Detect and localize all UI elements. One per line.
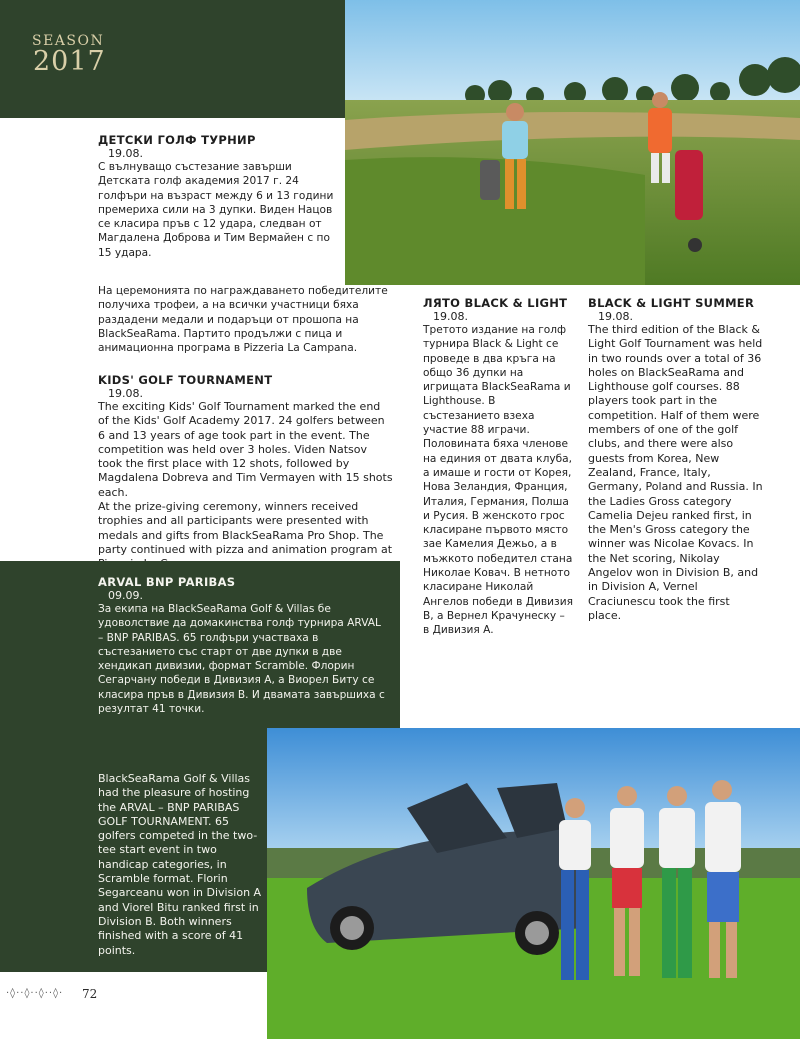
arval-bg-block [98,575,388,716]
kids-bg-title: ДЕТСКИ ГОЛФ ТУРНИР [98,133,256,147]
black-light-bg-title: ЛЯТО BLACK & LIGHT [423,296,568,310]
kids-golf-photo [345,0,800,285]
arval-group-photo [267,728,800,1039]
black-light-bg [423,296,573,638]
black-light-en-body: The third edition of the Black & Light Golf Tournament was held in two rounds over a total of 36 holes on BlackSeaRama and Lighthouse golf courses. 88 players took part in the competition. Half of them were members of one of the golf clubs, and there were also guests from Korea, New Zealand, France, Italy, Germany, Poland and Russia. In the Ladies Gross category Camelia Dejeu ranked first, in the Men's Gross category the winner was Nicolae Kovacs. In the Net scoring, Nikolay Angelov won in Division B, and in Division A, Vernel Craciunescu took the first place. [588,323,763,622]
arval-bg-body: За екипа на BlackSeaRama Golf & Villas бе удоволствие да домакинства голф турнира ARVAL – BNP PARIBAS. 65 голфъри участваха в състезанието със старт от две дупки в две хендикап дивизии, формат Scramble. Флорин Сегарчану победи в Дивизия A, а Виорел Биту се класира пръв в Дивизия B. И двамата завършиха с резултат 41 точки. [98,603,385,716]
kids-tournament-en [98,373,394,572]
season-label: SEASON [32,33,105,49]
kids-en-date: 19.08. [108,387,143,400]
kids-en-title: KIDS' GOLF TOURNAMENT [98,373,273,387]
kids-bg-date: 19.08. [108,147,143,160]
season-year: 2017 [33,46,106,77]
kids-bg-ceremony-block [98,284,394,355]
black-light-en [588,296,763,623]
black-light-bg-body: Третото издание на голф турнира Black & Light се проведе в два кръга на общо 36 дупки на игрищата BlackSeaRama и Lighthouse. В състезанието взеха участие 88 играчи. Половината бяха членове на единия от двата клуба, а имаше и гости от Корея, Нова Зеландия, Франция, Италия, Германия, Полша и Русия. В женското грос класиране първото място зае Камелия Дежьо, а в мъжкото победител стана Николае Ковач. В нетното класиране Николай Ангелов победи в Дивизия B, а Вернел Крачунеску – в Дивизия A. [423,324,573,637]
arval-en-body: BlackSeaRama Golf & Villas had the pleasure of hosting the ARVAL – BNP PARIBAS GOLF TOURNAMENT. 65 golfers competed in the two-tee start event in two handicap categories, in Scramble format. Florin Segarceanu won in Division A and Viorel Bitu ranked first in Division B. Both winners finished with a score of 41 points. [98,772,262,957]
page-number: 72 [82,987,98,1001]
arval-title: ARVAL BNP PARIBAS [98,575,236,589]
kids-en-body: The exciting Kids' Golf Tournament marked the end of the Kids' Golf Academy 2017. 24 golfers between 6 and 13 years of age took part in the event. The competition was held over 3 holes. Viden Natsov took the first place with 12 shots, followed by Magdalena Dobreva and Tim Vermayen with 15 shots each. [98,400,393,499]
footer-ornament: ·◊··◊··◊··◊· [6,988,64,999]
black-light-en-title: BLACK & LIGHT SUMMER [588,296,755,310]
black-light-bg-date: 19.08. [433,310,468,323]
arval-date: 09.09. [108,589,143,602]
kids-en-ceremony: At the prize-giving ceremony, winners received trophies and all participants were presented with medals and gifts from BlackSeaRama Pro Shop. The party continued with pizza and animation program at [98,500,393,556]
kids-tournament-bg [98,133,398,260]
kids-bg-ceremony: На церемонията по награждаването победителите получиха трофеи, а на всички участници бяха раздадени медали и подаръци от прошопа на BlackSeaRama. Партито продължи с пица и анимационна програма в Pizzeria La Campana. [98,285,388,355]
kids-bg-body: С вълнуващо състезание завърши Детската голф академия 2017 г. 24 голфъри на възраст между 6 и 13 години премериха сили на 3 дупки. Виден Нацов се класира пръв с 12 удара, следван от Магдалена Доброва и Тим Вермайен с по 15 удара. [98,161,334,259]
black-light-en-date: 19.08. [598,310,633,323]
arval-en-block [98,772,266,958]
